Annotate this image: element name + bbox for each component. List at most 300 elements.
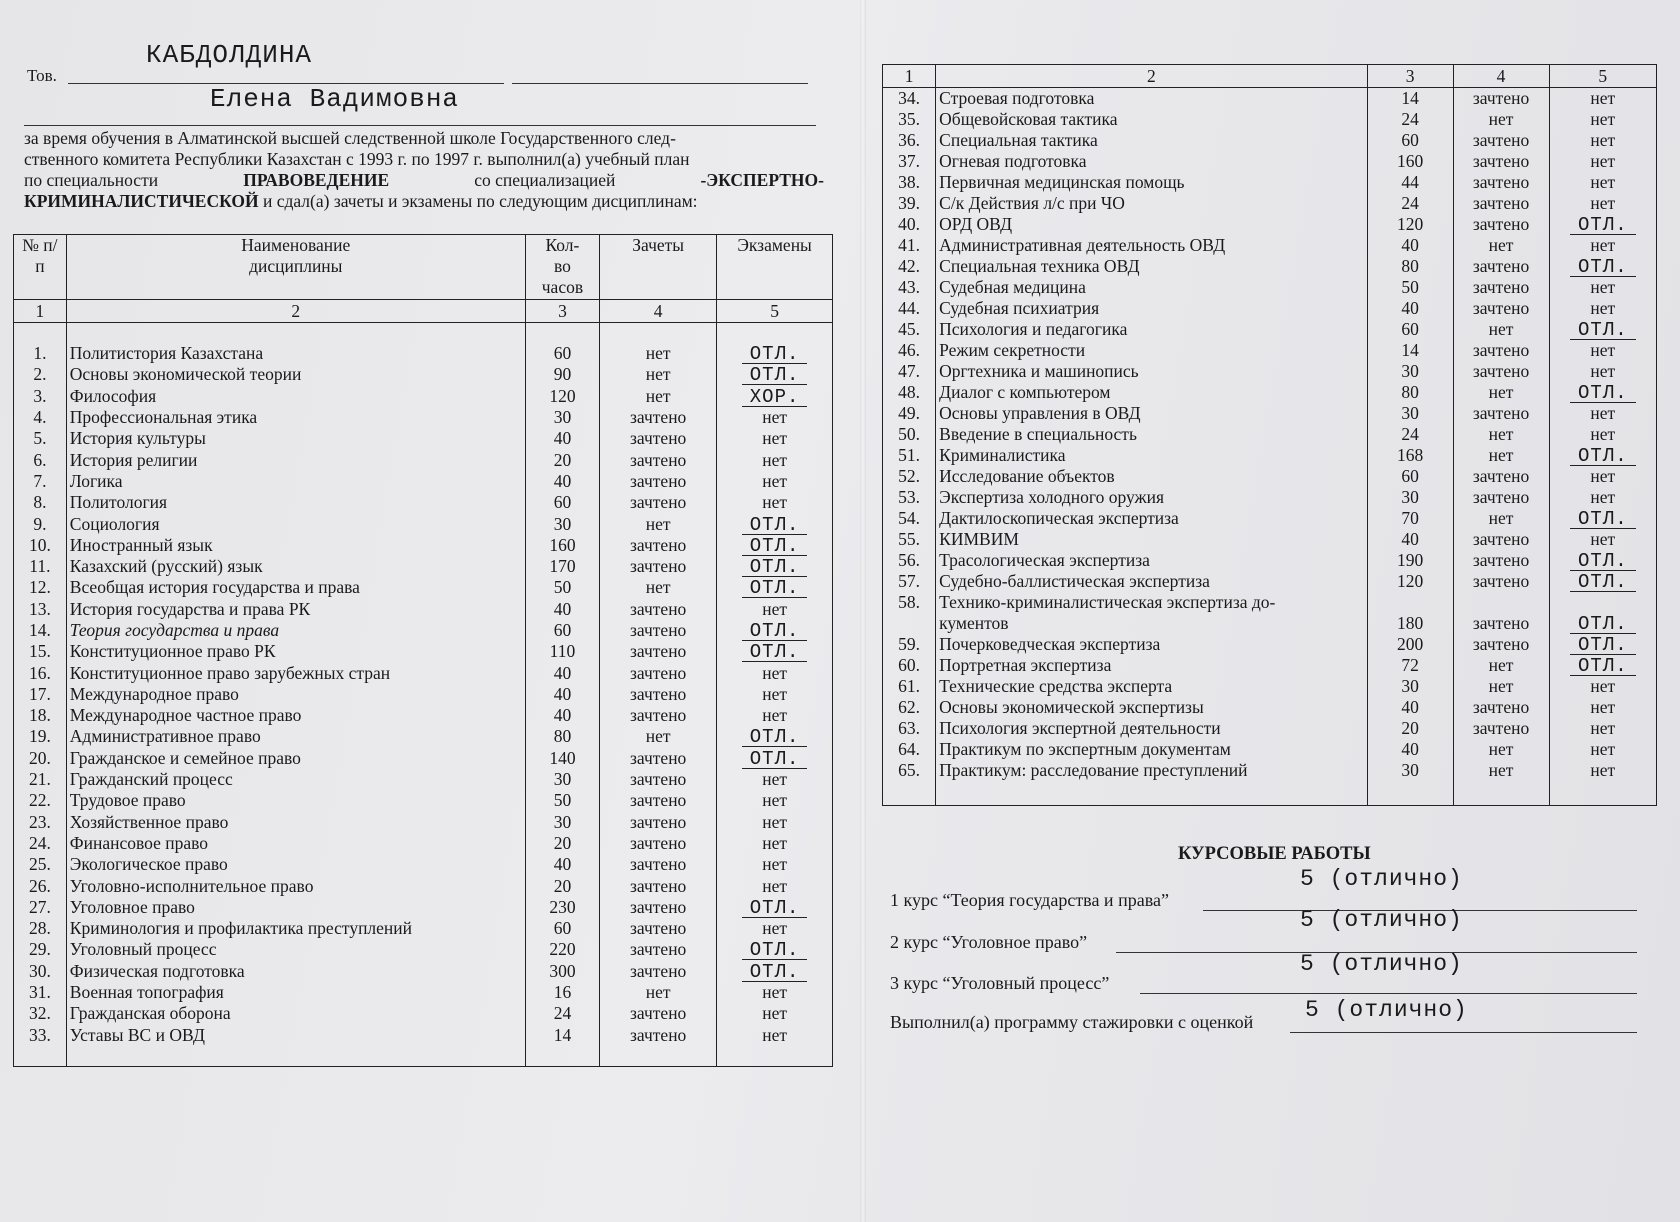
col-number: 3	[525, 300, 599, 323]
discipline-name: История культуры	[66, 428, 525, 449]
table-row	[883, 424, 1657, 445]
coursework-3-label: 3 курс “Уголовный процесс”	[890, 973, 1110, 993]
row-number: 34.	[883, 88, 936, 110]
credit-value: зачтено	[1453, 718, 1549, 739]
table-row	[14, 854, 833, 875]
credit-value: зачтено	[600, 833, 717, 854]
exam-cell	[717, 556, 833, 577]
discipline-name: Исследование объектов	[936, 466, 1367, 487]
discipline-name: Диалог с компьютером	[936, 382, 1367, 403]
hours-value: 120	[1367, 214, 1453, 235]
exam-cell	[717, 577, 833, 598]
table-row	[14, 961, 833, 982]
credit-value: зачтено	[600, 769, 717, 790]
discipline-name: Экспертиза холодного оружия	[936, 487, 1367, 508]
row-number: 9.	[14, 513, 67, 534]
col-header-credits-label: Зачеты	[632, 235, 685, 255]
exam-value: нет	[1549, 697, 1656, 718]
col-number: 4	[1453, 65, 1549, 88]
hours-value: 50	[1367, 277, 1453, 298]
exam-value: нет	[717, 769, 833, 790]
row-number: 24.	[14, 833, 67, 854]
exam-value: нет	[1549, 130, 1656, 151]
hours-value: 30	[525, 812, 599, 833]
hours-value: 120	[525, 386, 599, 407]
col-header-name-label: Наименование дисциплины	[241, 235, 351, 276]
row-number: 13.	[14, 599, 67, 620]
row-number: 44.	[883, 298, 936, 319]
row-number: 46.	[883, 340, 936, 361]
credit-value: зачтено	[600, 471, 717, 492]
credit-value: нет	[600, 982, 717, 1003]
exam-grade: ОТЛ.	[1570, 657, 1636, 676]
credit-value	[1453, 592, 1549, 613]
row-number: 7.	[14, 471, 67, 492]
discipline-name: Теория государства и права	[66, 620, 525, 641]
discipline-name: ОРД ОВД	[936, 214, 1367, 235]
col-number: 5	[1549, 65, 1656, 88]
row-number: 3.	[14, 386, 67, 407]
table-row	[14, 428, 833, 449]
table-row	[883, 130, 1657, 151]
row-number: 40.	[883, 214, 936, 235]
table-row	[883, 445, 1657, 466]
credit-value: зачтено	[600, 662, 717, 683]
table-row	[14, 875, 833, 896]
credit-value: зачтено	[600, 620, 717, 641]
discipline-name: Уголовно-исполнительное право	[66, 875, 525, 896]
exam-value: нет	[1549, 298, 1656, 319]
hours-value: 30	[1367, 487, 1453, 508]
exam-value: нет	[1549, 403, 1656, 424]
credit-value: зачтено	[600, 1025, 717, 1046]
credit-value: нет	[600, 577, 717, 598]
discipline-name: Международное право	[66, 684, 525, 705]
exam-value: нет	[1549, 88, 1656, 110]
col-header-hours	[525, 235, 599, 300]
exam-grade: ОТЛ.	[1570, 636, 1636, 655]
row-number: 41.	[883, 235, 936, 256]
table-row	[883, 571, 1657, 592]
exam-cell	[717, 748, 833, 769]
credit-value: зачтено	[600, 407, 717, 428]
discipline-name: Философия	[66, 386, 525, 407]
table-row	[14, 620, 833, 641]
row-number: 32.	[14, 1003, 67, 1024]
specialty-name: ПРАВОВЕДЕНИЕ	[243, 170, 390, 190]
row-number: 48.	[883, 382, 936, 403]
credit-value: зачтено	[1453, 466, 1549, 487]
table-row	[14, 726, 833, 747]
row-number: 63.	[883, 718, 936, 739]
table-row	[14, 918, 833, 939]
row-number: 26.	[14, 875, 67, 896]
discipline-name: Экологическое право	[66, 854, 525, 875]
credit-value: зачтено	[1453, 130, 1549, 151]
table-row	[14, 769, 833, 790]
discipline-name: Почерковедческая экспертиза	[936, 634, 1367, 655]
page-fold	[860, 0, 866, 1222]
hours-value: 60	[525, 620, 599, 641]
internship-label: Выполнил(а) программу стажировки с оценкой	[890, 1012, 1254, 1032]
table-row	[883, 466, 1657, 487]
exam-value: нет	[1549, 424, 1656, 445]
intro-line-3-a: по специальности	[24, 170, 159, 190]
credit-value: зачтено	[600, 897, 717, 918]
exam-cell	[1549, 613, 1656, 634]
hours-value: 20	[1367, 718, 1453, 739]
exam-value: нет	[717, 428, 833, 449]
table-row	[883, 718, 1657, 739]
exam-grade: ОТЛ.	[742, 622, 808, 641]
discipline-name: Криминология и профилактика преступлений	[66, 918, 525, 939]
hours-value: 30	[525, 513, 599, 534]
col-header-credits	[600, 235, 717, 300]
coursework-2-label: 2 курс “Уголовное право”	[890, 932, 1088, 952]
row-number: 64.	[883, 739, 936, 760]
discipline-name: Уставы ВС и ОВД	[66, 1025, 525, 1046]
row-number: 50.	[883, 424, 936, 445]
row-number: 30.	[14, 961, 67, 982]
row-number: 59.	[883, 634, 936, 655]
specialization-name-2: КРИМИНАЛИСТИЧЕСКОЙ	[24, 191, 259, 211]
row-number: 47.	[883, 361, 936, 382]
hours-value: 230	[525, 897, 599, 918]
row-number: 25.	[14, 854, 67, 875]
table-row	[14, 535, 833, 556]
exam-value: нет	[717, 662, 833, 683]
col-number: 2	[66, 300, 525, 323]
exam-cell	[1549, 571, 1656, 592]
credit-value: зачтено	[1453, 613, 1549, 634]
discipline-name: Практикум по экспертным документам	[936, 739, 1367, 760]
intro-line-4	[24, 191, 824, 212]
table-row	[883, 592, 1657, 613]
credit-value: зачтено	[600, 961, 717, 982]
table-row	[883, 214, 1657, 235]
discipline-name: Технические средства эксперта	[936, 676, 1367, 697]
column-number-row-right	[883, 65, 1657, 88]
exam-cell	[1549, 508, 1656, 529]
row-number: 33.	[14, 1025, 67, 1046]
row-number: 52.	[883, 466, 936, 487]
col-number: 2	[936, 65, 1367, 88]
hours-value: 14	[1367, 88, 1453, 110]
exam-value: нет	[1549, 151, 1656, 172]
credit-value: нет	[1453, 235, 1549, 256]
row-number: 29.	[14, 939, 67, 960]
exam-value: нет	[1549, 361, 1656, 382]
table-row	[883, 277, 1657, 298]
table-row	[883, 109, 1657, 130]
table-row	[883, 613, 1657, 634]
hours-value: 40	[525, 854, 599, 875]
hours-value: 40	[1367, 739, 1453, 760]
col-number: 4	[600, 300, 717, 323]
exam-grade: ОТЛ.	[742, 537, 808, 556]
credit-value: зачтено	[1453, 487, 1549, 508]
exam-cell	[717, 641, 833, 662]
row-number: 49.	[883, 403, 936, 424]
exam-grade: ОТЛ.	[742, 899, 808, 918]
row-number: 11.	[14, 556, 67, 577]
row-number: 16.	[14, 662, 67, 683]
exam-grade: ОТЛ.	[742, 963, 808, 982]
intro-line-3	[24, 170, 824, 191]
table-row	[883, 697, 1657, 718]
discipline-name: Конституционное право зарубежных стран	[66, 662, 525, 683]
table-row	[14, 641, 833, 662]
credit-value: зачтено	[1453, 277, 1549, 298]
row-number: 31.	[14, 982, 67, 1003]
credit-value: нет	[1453, 676, 1549, 697]
exam-value: нет	[1549, 487, 1656, 508]
table-row	[883, 487, 1657, 508]
hours-value: 30	[1367, 760, 1453, 781]
row-number: 54.	[883, 508, 936, 529]
exam-cell	[717, 513, 833, 534]
hours-value: 70	[1367, 508, 1453, 529]
hours-value: 80	[1367, 256, 1453, 277]
credit-value: зачтено	[600, 684, 717, 705]
credit-value: зачтено	[1453, 172, 1549, 193]
table-row	[14, 833, 833, 854]
discipline-name: Специальная тактика	[936, 130, 1367, 151]
credit-value: нет	[1453, 760, 1549, 781]
table-row	[883, 508, 1657, 529]
table-row	[883, 760, 1657, 781]
row-number: 12.	[14, 577, 67, 598]
table-row	[14, 492, 833, 513]
intro-line-4-b: и сдал(а) зачеты и экзамены по следующим дисциплинам:	[258, 191, 698, 211]
hours-value: 80	[525, 726, 599, 747]
column-number-row	[14, 300, 833, 323]
credit-value: зачтено	[600, 449, 717, 470]
row-number: 60.	[883, 655, 936, 676]
table-row	[883, 676, 1657, 697]
col-header-number	[14, 235, 67, 300]
discipline-name: Финансовое право	[66, 833, 525, 854]
credit-value: зачтено	[600, 939, 717, 960]
exam-grade: ОТЛ.	[742, 345, 808, 364]
exam-cell	[1549, 634, 1656, 655]
exam-cell	[1549, 550, 1656, 571]
exam-grade: ОТЛ.	[1570, 258, 1636, 277]
discipline-name: Криминалистика	[936, 445, 1367, 466]
row-number: 35.	[883, 109, 936, 130]
hours-value: 30	[525, 407, 599, 428]
exam-cell	[717, 364, 833, 385]
row-number: 5.	[14, 428, 67, 449]
table-row	[14, 599, 833, 620]
coursework-3-grade: 5 (отлично)	[1300, 951, 1463, 977]
discipline-name: Основы экономической теории	[66, 364, 525, 385]
discipline-name: Практикум: расследование преступлений	[936, 760, 1367, 781]
exam-cell	[1549, 214, 1656, 235]
student-given-names: Елена Вадимовна	[210, 84, 460, 114]
exam-value: нет	[717, 875, 833, 896]
exam-value: нет	[1549, 172, 1656, 193]
coursework-title: КУРСОВЫЕ РАБОТЫ	[1178, 844, 1371, 864]
discipline-name: Введение в специальность	[936, 424, 1367, 445]
hours-value: 30	[1367, 676, 1453, 697]
table-row	[14, 513, 833, 534]
exam-grade: ОТЛ.	[1570, 573, 1636, 592]
row-number: 62.	[883, 697, 936, 718]
hours-value: 40	[1367, 697, 1453, 718]
row-number: 17.	[14, 684, 67, 705]
row-number: 22.	[14, 790, 67, 811]
credit-value: зачтено	[1453, 151, 1549, 172]
hours-value: 60	[525, 918, 599, 939]
discipline-name: Международное частное право	[66, 705, 525, 726]
hours-value: 40	[525, 684, 599, 705]
exam-value: нет	[717, 1003, 833, 1024]
row-number: 15.	[14, 641, 67, 662]
exam-grade: ОТЛ.	[742, 750, 808, 769]
discipline-name: Гражданский процесс	[66, 769, 525, 790]
exam-value: нет	[717, 492, 833, 513]
exam-grade: ОТЛ.	[742, 366, 808, 385]
coursework-2-grade: 5 (отлично)	[1300, 907, 1463, 933]
hours-value: 40	[525, 662, 599, 683]
credit-value: нет	[600, 343, 717, 364]
hours-value: 60	[525, 343, 599, 364]
exam-value: нет	[1549, 340, 1656, 361]
row-number	[883, 613, 936, 634]
credit-value: зачтено	[600, 875, 717, 896]
hours-value: 40	[1367, 235, 1453, 256]
hours-value: 24	[1367, 424, 1453, 445]
discipline-name: История религии	[66, 449, 525, 470]
hours-value: 170	[525, 556, 599, 577]
col-number: 1	[14, 300, 67, 323]
exam-grade: ОТЛ.	[1570, 216, 1636, 235]
discipline-name: Административное право	[66, 726, 525, 747]
credit-value: зачтено	[600, 748, 717, 769]
hours-value: 50	[525, 577, 599, 598]
hours-value: 24	[1367, 109, 1453, 130]
exam-cell	[717, 620, 833, 641]
credit-value: зачтено	[1453, 550, 1549, 571]
exam-cell	[1549, 256, 1656, 277]
exam-value: нет	[717, 599, 833, 620]
table-row	[14, 386, 833, 407]
discipline-name: Физическая подготовка	[66, 961, 525, 982]
table-row	[883, 298, 1657, 319]
hours-value: 168	[1367, 445, 1453, 466]
discipline-name: Технико-криминалистическая экспертиза до-	[936, 592, 1367, 613]
exam-value: нет	[1549, 760, 1656, 781]
hours-value: 20	[525, 449, 599, 470]
discipline-name: Административная деятельность ОВД	[936, 235, 1367, 256]
row-number: 4.	[14, 407, 67, 428]
discipline-name: Режим секретности	[936, 340, 1367, 361]
credit-value: нет	[1453, 508, 1549, 529]
exam-value: нет	[717, 833, 833, 854]
row-number: 28.	[14, 918, 67, 939]
credit-value: зачтено	[600, 705, 717, 726]
hours-value: 40	[525, 471, 599, 492]
discipline-name: Казахский (русский) язык	[66, 556, 525, 577]
table-row	[883, 634, 1657, 655]
table-row	[883, 151, 1657, 172]
row-number: 27.	[14, 897, 67, 918]
discipline-name: Первичная медицинская помощь	[936, 172, 1367, 193]
hours-value: 24	[1367, 193, 1453, 214]
hours-value: 14	[525, 1025, 599, 1046]
exam-value: нет	[717, 790, 833, 811]
exam-grade: ОТЛ.	[742, 728, 808, 747]
credit-value: зачтено	[600, 1003, 717, 1024]
table-row	[14, 748, 833, 769]
row-number: 39.	[883, 193, 936, 214]
intro-line-1: за время обучения в Алматинской высшей следственной школе Государственного след-	[24, 128, 676, 148]
discipline-name: Политистория Казахстана	[66, 343, 525, 364]
table-row	[14, 705, 833, 726]
hours-value: 60	[1367, 466, 1453, 487]
credit-value: зачтено	[600, 790, 717, 811]
discipline-name: Хозяйственное право	[66, 812, 525, 833]
row-number: 21.	[14, 769, 67, 790]
exam-cell	[717, 386, 833, 407]
exam-grade: ОТЛ.	[742, 579, 808, 598]
credit-value: нет	[1453, 109, 1549, 130]
table-row	[883, 550, 1657, 571]
credit-value: зачтено	[1453, 88, 1549, 110]
col-number: 1	[883, 65, 936, 88]
table-row	[14, 684, 833, 705]
table-row	[14, 577, 833, 598]
row-number: 36.	[883, 130, 936, 151]
credit-value: зачтено	[600, 854, 717, 875]
exam-value: нет	[717, 684, 833, 705]
col-number: 3	[1367, 65, 1453, 88]
exam-value: нет	[717, 471, 833, 492]
exam-cell	[717, 535, 833, 556]
table-row	[883, 382, 1657, 403]
row-number: 14.	[14, 620, 67, 641]
disciplines-table-left	[13, 234, 833, 1067]
hours-value: 44	[1367, 172, 1453, 193]
discipline-name: Судебная психиатрия	[936, 298, 1367, 319]
row-number: 23.	[14, 812, 67, 833]
table-row	[883, 88, 1657, 110]
hours-value: 90	[525, 364, 599, 385]
credit-value: зачтено	[600, 492, 717, 513]
table-row	[883, 340, 1657, 361]
credit-value: зачтено	[1453, 529, 1549, 550]
row-number: 51.	[883, 445, 936, 466]
exam-grade: ХОР.	[742, 388, 808, 407]
hours-value: 50	[525, 790, 599, 811]
hours-value: 160	[525, 535, 599, 556]
table-row	[14, 343, 833, 364]
credit-value: зачтено	[1453, 298, 1549, 319]
hours-value: 20	[525, 875, 599, 896]
exam-grade: ОТЛ.	[742, 558, 808, 577]
exam-value: нет	[717, 407, 833, 428]
discipline-name: Дактилоскопическая экспертиза	[936, 508, 1367, 529]
table-row	[14, 982, 833, 1003]
discipline-name: Основы управления в ОВД	[936, 403, 1367, 424]
hours-value: 60	[1367, 319, 1453, 340]
exam-value: нет	[1549, 676, 1656, 697]
table-row	[14, 662, 833, 683]
credit-value: зачтено	[1453, 571, 1549, 592]
hours-value: 160	[1367, 151, 1453, 172]
col-header-exams-label: Экзамены	[737, 235, 812, 255]
